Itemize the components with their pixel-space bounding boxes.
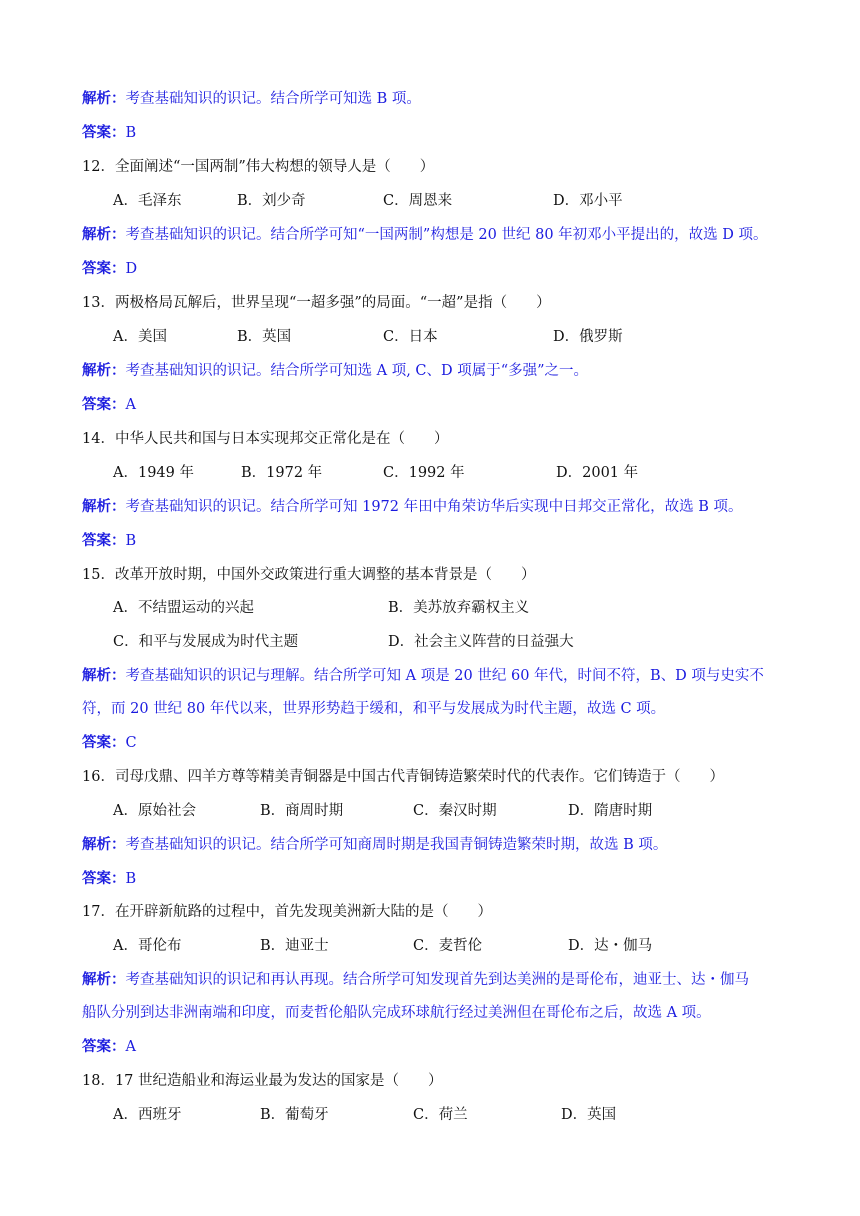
question-15-stem: 15．改革开放时期，中国外交政策进行重大调整的基本背景是（ ） <box>82 567 536 583</box>
answer-line <box>82 123 136 143</box>
question-18-stem: 18．17 世纪造船业和海运业最为发达的国家是（ ） <box>82 1073 443 1089</box>
q17-analysis-line-1: 解析：考查基础知识的识记和再认再现。结合所学可知发现首先到达美洲的是哥伦布，迪亚士、达・伽马 <box>82 971 749 988</box>
q15-analysis-line-2: 符，而 20 世纪 80 年代以来，世界形势趋于缓和，和平与发展成为时代主题，故选 C 项。 <box>82 701 666 717</box>
q17-option-d: D．达・伽马 <box>568 938 653 954</box>
q18-option-b: B．葡萄牙 <box>260 1107 329 1123</box>
q17-answer: 答案：A <box>82 1038 136 1055</box>
q17-analysis-line-2: 船队分别到达非洲南端和印度，而麦哲伦船队完成环球航行经过美洲但在哥伦布之后，故选 A 项。 <box>82 1005 711 1021</box>
q16-analysis: 解析：考查基础知识的识记。结合所学可知商周时期是我国青铜铸造繁荣时期，故选 B 项。 <box>82 836 668 853</box>
q16-answer: 答案：B <box>82 870 137 887</box>
q14-option-a: A．1949 年 <box>113 465 194 481</box>
analysis-text: 考查基础知识的识记。结合所学可知选 B 项。 <box>125 91 421 107</box>
q14-analysis: 解析：考查基础知识的识记。结合所学可知 1972 年田中角荣访华后实现中日邦交正常化，故选 B 项。 <box>82 498 743 515</box>
q13-analysis: 解析：考查基础知识的识记。结合所学可知选 A 项, C、D 项属于“多强”之一。 <box>82 362 589 379</box>
q14-option-b: B．1972 年 <box>241 465 323 481</box>
q18-option-d: D．英国 <box>561 1107 617 1123</box>
q16-option-b: B．商周时期 <box>260 803 344 819</box>
analysis-label: 解析： <box>82 90 126 107</box>
analysis-line <box>82 89 421 109</box>
q15-option-b: B．美苏放弃霸权主义 <box>388 600 530 616</box>
question-17-stem: 17．在开辟新航路的过程中，首先发现美洲新大陆的是（ ） <box>82 904 492 920</box>
q12-analysis: 解析：考查基础知识的识记。结合所学可知“一国两制”构想是 20 世纪 80 年初邓小平提出的，故选 D 项。 <box>82 226 768 243</box>
q17-option-b: B．迪亚士 <box>260 938 329 954</box>
q18-option-c: C．荷兰 <box>413 1107 468 1123</box>
q14-answer: 答案：B <box>82 532 137 549</box>
q15-option-a: A．不结盟运动的兴起 <box>113 600 254 616</box>
q12-answer: 答案：D <box>82 260 138 277</box>
question-16-stem: 16．司母戊鼎、四羊方尊等精美青铜器是中国古代青铜铸造繁荣时代的代表作。它们铸造于（ ） <box>82 769 724 785</box>
q13-option-c: C．日本 <box>383 329 438 345</box>
q12-option-d: D．邓小平 <box>553 193 623 209</box>
q13-option-d: D．俄罗斯 <box>553 329 623 345</box>
q15-option-d: D．社会主义阵营的日益强大 <box>388 634 574 650</box>
q15-option-c: C．和平与发展成为时代主题 <box>113 634 299 650</box>
answer-label: 答案： <box>82 124 126 141</box>
q14-option-c: C．1992 年 <box>383 465 465 481</box>
q16-option-c: C．秦汉时期 <box>413 803 497 819</box>
q17-option-a: A．哥伦布 <box>113 938 182 954</box>
q18-option-a: A．西班牙 <box>113 1107 182 1123</box>
q14-option-d: D．2001 年 <box>556 465 639 481</box>
q16-option-a: A．原始社会 <box>113 803 196 819</box>
answer-value: B <box>125 125 137 141</box>
question-14-stem: 14．中华人民共和国与日本实现邦交正常化是在（ ） <box>82 431 449 447</box>
q13-answer: 答案：A <box>82 396 136 413</box>
q13-option-b: B．英国 <box>237 329 292 345</box>
q12-option-b: B．刘少奇 <box>237 193 306 209</box>
q12-option-a: A．毛泽东 <box>113 193 182 209</box>
question-13-stem: 13．两极格局瓦解后，世界呈现“一超多强”的局面。“一超”是指（ ） <box>82 295 551 311</box>
q13-option-a: A．美国 <box>113 329 167 345</box>
q12-option-c: C．周恩来 <box>383 193 453 209</box>
question-12-stem: 12．全面阐述“一国两制”伟大构想的领导人是（ ） <box>82 159 435 175</box>
q15-answer: 答案：C <box>82 734 137 751</box>
q15-analysis-line-1: 解析：考查基础知识的识记与理解。结合所学可知 A 项是 20 世纪 60 年代，时间不符，B、D 项与史实不 <box>82 667 764 684</box>
q17-option-c: C．麦哲伦 <box>413 938 483 954</box>
q16-option-d: D．隋唐时期 <box>568 803 653 819</box>
